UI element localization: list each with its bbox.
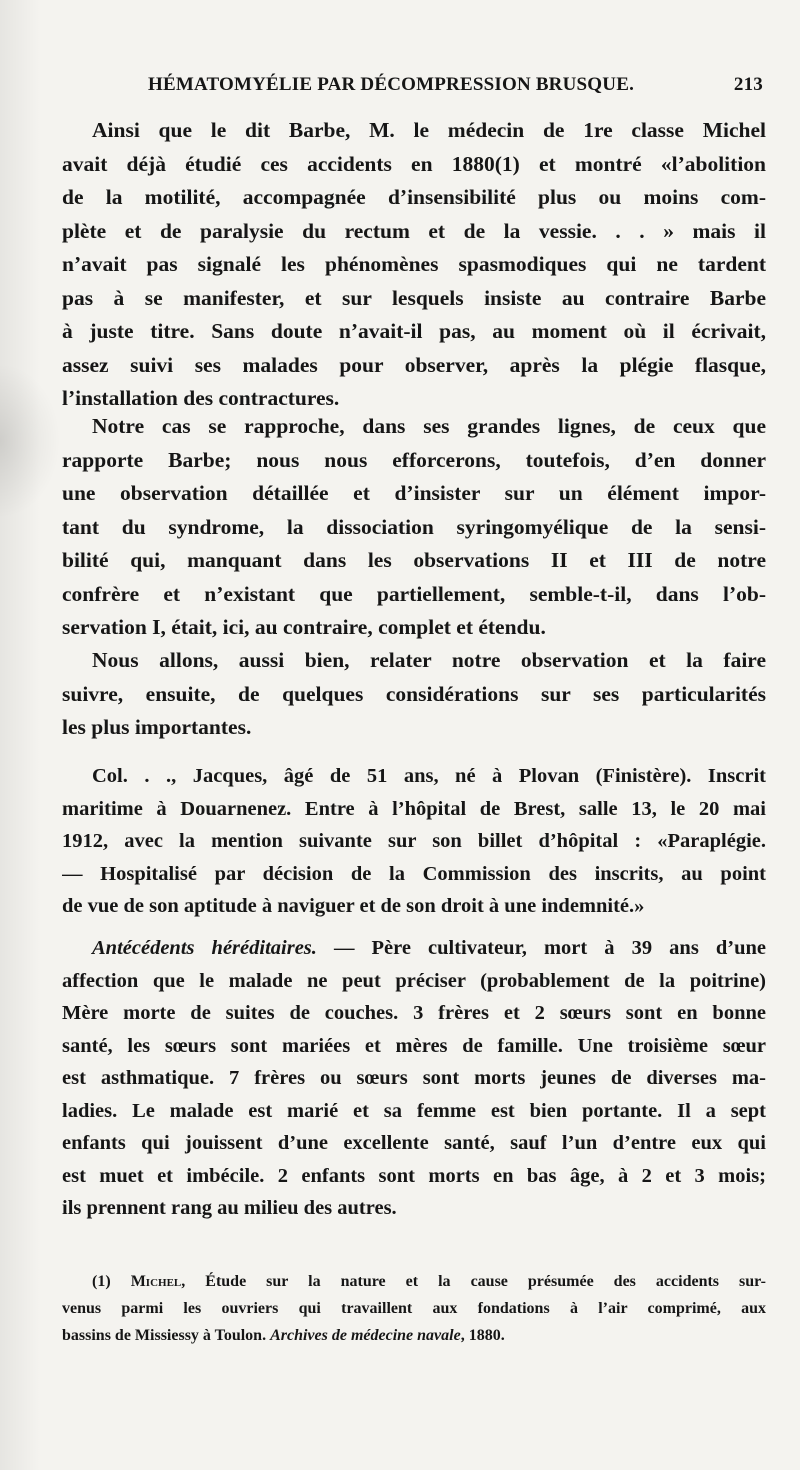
text-line: Nous allons, aussi bien, relater notre observation et la faire bbox=[92, 648, 766, 672]
footnote bbox=[62, 1268, 766, 1349]
text-line: de vue de son aptitude à naviguer et de son droit à une indemnité.» bbox=[62, 895, 645, 917]
footnote-text: bassins de Missiessy à Toulon. bbox=[62, 1327, 271, 1344]
footnote-journal: Archives de médecine navale bbox=[270, 1327, 461, 1344]
text-line: ladies. Le malade est marié et sa femme est bien portante. Il a sept bbox=[62, 1099, 766, 1122]
paragraph-2 bbox=[62, 410, 766, 645]
text-line: Col. . ., Jacques, âgé de 51 ans, né à Plovan (Finistère). Inscrit bbox=[92, 765, 766, 787]
text-line: est muet et imbécile. 2 enfants sont morts en bas âge, à 2 et 3 mois; bbox=[62, 1164, 766, 1187]
paragraph-3 bbox=[62, 644, 766, 745]
text-line: avait déjà étudié ces accidents en 1880(1) et montré «l’abolition bbox=[62, 151, 766, 176]
text-line-rest: — Père cultivateur, mort à 39 ans d’une bbox=[316, 937, 766, 959]
page-number: 213 bbox=[733, 74, 763, 95]
footnote-line bbox=[62, 1268, 766, 1295]
text-line: 1912, avec la mention suivante sur son billet d’hôpital : «Paraplégie. bbox=[62, 830, 766, 852]
paragraph-1 bbox=[62, 114, 766, 416]
text-line: une observation détaillée et d’insister sur un élément impor- bbox=[62, 481, 766, 505]
text-line: confrère et n’existant que partiellement, semble-t-il, dans l’ob- bbox=[62, 581, 766, 606]
text-line: Ainsi que le dit Barbe, M. le médecin de 1re classe Michel bbox=[92, 118, 766, 142]
footnote-line bbox=[62, 1322, 766, 1349]
footnote-marker: (1) bbox=[92, 1273, 111, 1290]
text-line: est asthmatique. 7 frères ou sœurs sont morts jeunes de diverses ma- bbox=[62, 1067, 766, 1089]
paragraph-5 bbox=[62, 932, 766, 1225]
footnote-line: venus parmi les ouvriers qui travaillent aux fondations à l’air comprimé, aux bbox=[62, 1300, 766, 1317]
text-line: bilité qui, manquant dans les observations II et III de notre bbox=[62, 548, 766, 572]
text-line: tant du syndrome, la dissociation syringomyélique de la sensi- bbox=[62, 514, 766, 539]
text-line: Notre cas se rapproche, dans ses grandes lignes, de ceux que bbox=[92, 414, 766, 438]
running-header bbox=[148, 74, 763, 104]
text-line: suivre, ensuite, de quelques considérations sur ses particularités bbox=[62, 681, 766, 706]
footnote-author: Michel bbox=[130, 1273, 182, 1290]
text-line: santé, les sœurs sont mariées et mères de famille. Une troisième sœur bbox=[62, 1034, 766, 1057]
paragraph-4 bbox=[62, 760, 766, 923]
text-line bbox=[62, 932, 766, 965]
text-line: les plus importantes. bbox=[62, 715, 252, 739]
text-line: de la motilité, accompagnée d’insensibilité plus ou moins com- bbox=[62, 185, 766, 209]
text-line: assez suivi ses malades pour observer, après la plégie flasque, bbox=[62, 352, 766, 377]
text-line: enfants qui jouissent d’une excellente santé, sauf l’un d’entre eux qui bbox=[62, 1132, 766, 1154]
section-heading: Antécédents héréditaires. bbox=[92, 937, 317, 959]
text-line: plète et de paralysie du rectum et de la vessie. . . » mais il bbox=[62, 218, 766, 243]
text-line: pas à se manifester, et sur lesquels insiste au contraire Barbe bbox=[62, 285, 766, 310]
text-line: affection que le malade ne peut préciser (probablement de la poitrine) bbox=[62, 969, 766, 992]
text-line: n’avait pas signalé les phénomènes spasmodiques qui ne tardent bbox=[62, 252, 766, 276]
text-line: à juste titre. Sans doute n’avait-il pas, au moment où il écrivait, bbox=[62, 319, 766, 343]
footnote-year: , 1880. bbox=[460, 1327, 505, 1344]
text-line: ils prennent rang au milieu des autres. bbox=[62, 1197, 397, 1219]
text-line: rapporte Barbe; nous nous efforcerons, toutefois, d’en donner bbox=[62, 447, 766, 472]
text-line: Mère morte de suites de couches. 3 frères et 2 sœurs sont en bonne bbox=[62, 1002, 766, 1024]
footnote-text: , Étude sur la nature et la cause présumée des accidents sur- bbox=[181, 1273, 766, 1290]
running-title: HÉMATOMYÉLIE PAR DÉCOMPRESSION BRUSQUE. bbox=[148, 74, 635, 95]
text-line: — Hospitalisé par décision de la Commission des inscrits, au point bbox=[62, 862, 766, 885]
text-line: servation I, était, ici, au contraire, complet et étendu. bbox=[62, 615, 546, 639]
text-line: maritime à Douarnenez. Entre à l’hôpital de Brest, salle 13, le 20 mai bbox=[62, 797, 766, 820]
text-line: l’installation des contractures. bbox=[62, 386, 340, 410]
